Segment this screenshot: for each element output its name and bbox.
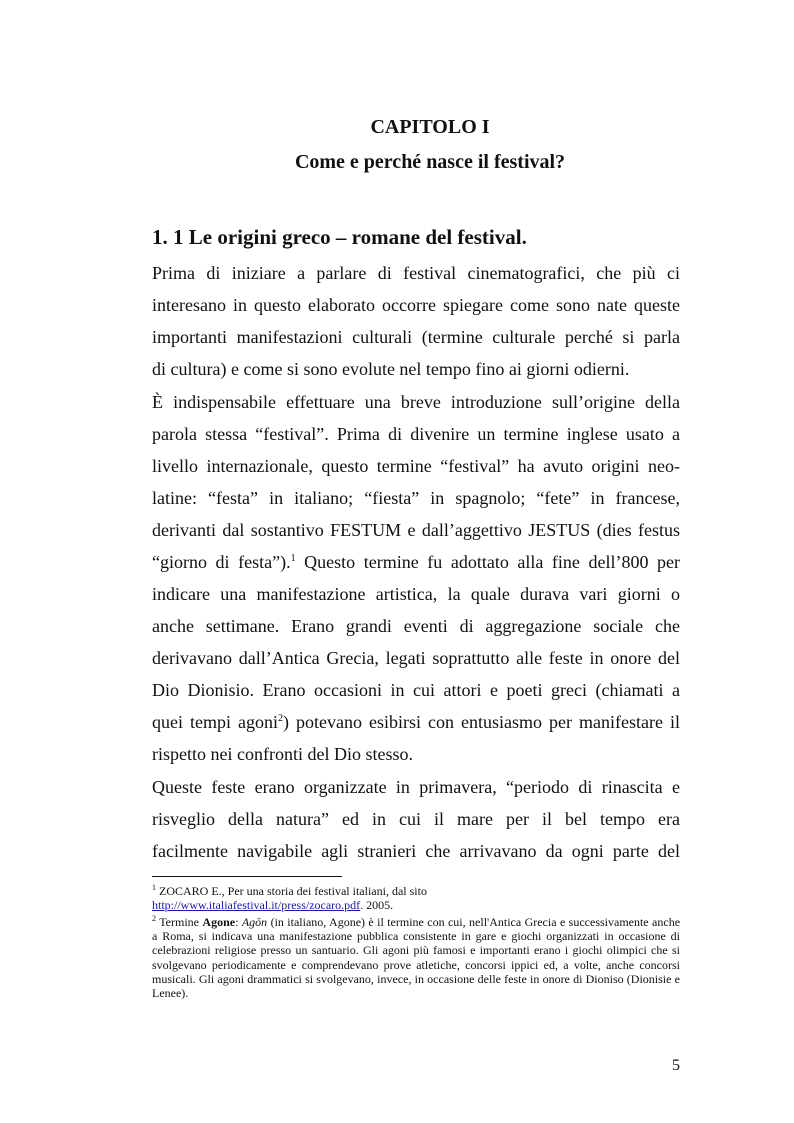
- footnote-separator: [152, 876, 342, 877]
- body-line: [152, 711, 680, 733]
- body-line: facilmente navigabile agli stranieri che arrivavano da ogni parte del: [152, 841, 680, 861]
- body-line: derivanti dal sostantivo FESTUM e dall’aggettivo JESTUS (dies festus: [152, 520, 680, 540]
- body-line: livello internazionale, questo termine “festival” ha avuto origini neo-: [152, 456, 680, 476]
- footnote-text: (in italiano, Agone) è il termine con cui, nell'Antica Grecia e successivamente anche a Roma, si indicava una manifestazione pubblica consistente in gare e giochi organizzati in occasione di celebrazioni religiose presso un santuario. Gli agoni più famosi e importanti erano i giochi olimpici che si svolgevano periodicamente e comprendevano prove atletiche, concorsi ippici ed, a volte, anche concorsi musicali. Gli agoni drammatici si svolgevano, invece, in occasione delle feste in onore di Dioniso (Dionisie e Lenee).: [152, 915, 681, 1001]
- body-text: quei tempi agoni: [152, 712, 279, 732]
- body-line: parola stessa “festival”. Prima di divenire un termine inglese usato a: [152, 424, 680, 444]
- body-line: rispetto nei confronti del Dio stesso.: [152, 744, 413, 764]
- footnote-text: . 2005.: [360, 898, 394, 913]
- body-text: ) potevano esibirsi con entusiasmo per manifestare il: [283, 712, 681, 732]
- footnote-link[interactable]: http://www.italiafestival.it/press/zocaro.pdf: [152, 898, 361, 913]
- body-line: Prima di iniziare a parlare di festival cinematografici, che più ci: [152, 263, 680, 283]
- body-line: risveglio della natura” ed in cui il mare per il bel tempo era: [152, 809, 680, 829]
- footnote-marker: 1: [152, 883, 156, 892]
- chapter-label: CAPITOLO I: [370, 116, 490, 138]
- footnote-ref-1[interactable]: 1: [290, 553, 296, 564]
- footnote-ref-2[interactable]: 2: [278, 713, 284, 724]
- footnote-text: :: [235, 915, 239, 929]
- body-text: Questo termine fu adottato alla fine dell’800 per: [304, 552, 681, 572]
- body-line: importanti manifestazioni culturali (termine culturale perché si parla: [152, 327, 680, 347]
- footnote-text: ZOCARO E., Per una storia dei festival italiani, dal sito: [159, 884, 427, 898]
- section-heading: 1. 1 Le origini greco – romane del festival.: [152, 225, 527, 249]
- body-line: Queste feste erano organizzate in primavera, “periodo di rinascita e: [152, 777, 680, 797]
- page-number: 5: [672, 1057, 680, 1074]
- body-line: anche settimane. Erano grandi eventi di aggregazione sociale che: [152, 616, 680, 636]
- body-line: indicare una manifestazione artistica, la quale durava vari giorni o: [152, 584, 680, 604]
- body-line: interesano in questo elaborato occorre spiegare come sono nate queste: [152, 295, 680, 315]
- body-line: È indispensabile effettuare una breve introduzione sull’origine della: [152, 392, 680, 412]
- footnote-marker: 2: [152, 914, 156, 923]
- body-line: Dio Dionisio. Erano occasioni in cui attori e poeti greci (chiamati a: [152, 680, 680, 700]
- body-line: di cultura) e come si sono evolute nel tempo fino ai giorni odierni.: [152, 359, 630, 379]
- body-text: “giorno di festa”).: [152, 552, 291, 572]
- body-line: derivavano dall’Antica Grecia, legati soprattutto alle feste in onore del: [152, 648, 680, 668]
- body-line: latine: “festa” in italiano; “fiesta” in spagnolo; “fete” in francese,: [152, 488, 680, 508]
- footnote-greek-term: Agōn: [241, 915, 268, 929]
- footnote-1: [152, 884, 680, 912]
- chapter-title: Come e perché nasce il festival?: [294, 151, 566, 173]
- footnote-term: Agone: [202, 915, 236, 929]
- footnote-text: Termine: [159, 915, 199, 929]
- body-line: [152, 551, 680, 573]
- footnote-2: [152, 915, 680, 1000]
